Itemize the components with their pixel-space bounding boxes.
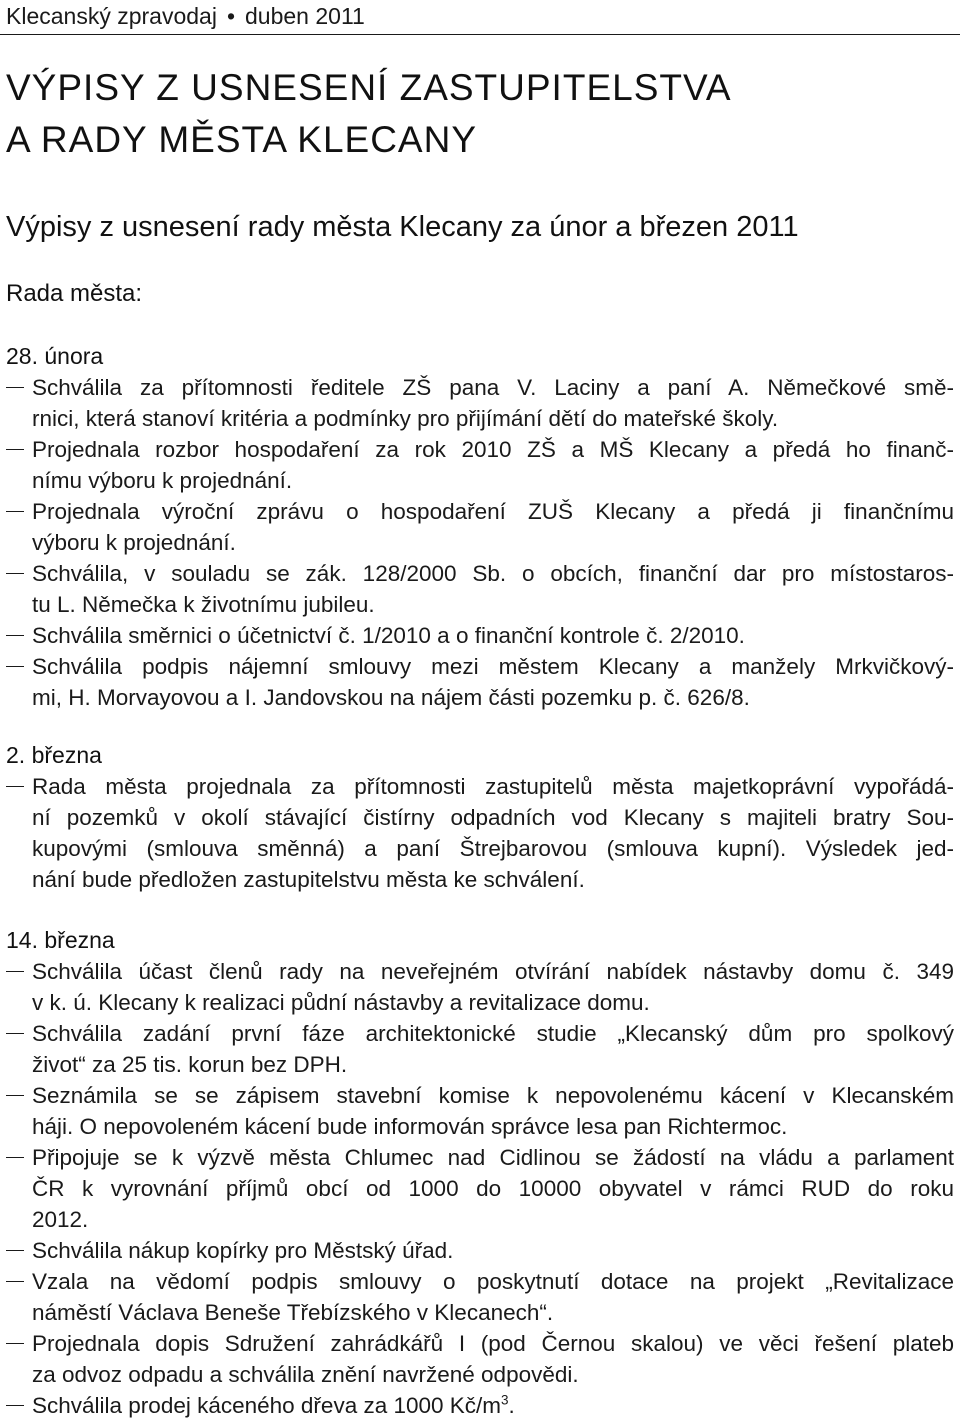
- item-line: Schválila účast členů rady na neveřejném otvírání nabídek nástavby domu č. 349: [32, 959, 954, 984]
- item-line: Projednala dopis Sdružení zahrádkářů I (pod Černou skalou) ve věci řešení plateb: [32, 1331, 954, 1356]
- item-line: Schválila nákup kopírky pro Městský úřad.: [32, 1238, 454, 1263]
- item-line: Seznámila se se zápisem stavební komise k nepovolenému kácení v Klecanském: [32, 1083, 954, 1108]
- list-item: [6, 1266, 954, 1328]
- item-line: Rada města projednala za přítomnosti zastupitelů města majetkoprávní vypořádá-: [32, 774, 954, 799]
- subtitle: Výpisy z usnesení rady města Klecany za únor a březen 2011: [6, 211, 799, 243]
- item-line: tu L. Němečka k životnímu jubileu.: [32, 592, 375, 617]
- title-line-1: VÝPISY Z USNESENÍ ZASTUPITELSTVA: [6, 67, 732, 108]
- issue-date: duben 2011: [245, 3, 365, 29]
- item-line: Schválila, v souladu se zák. 128/2000 Sb. o obcích, finanční dar pro místostaros-: [32, 561, 954, 586]
- list-item: [6, 1390, 954, 1421]
- section-2-march: [6, 740, 954, 895]
- page-title: [6, 62, 946, 166]
- item-line: náměstí Václava Beneše Třebízského v Klecanech“.: [32, 1300, 554, 1325]
- item-line: 2012.: [32, 1207, 89, 1232]
- item-line: [32, 1390, 954, 1421]
- dash-marker: [6, 666, 24, 667]
- dash-marker: [6, 1405, 24, 1406]
- item-line: ČR k vyrovnání příjmů obcí od 1000 do 10000 obyvatel v rámci RUD do roku: [32, 1176, 954, 1201]
- list-item: [6, 1018, 954, 1080]
- resolution-list: [6, 372, 954, 713]
- list-item: [6, 651, 954, 713]
- section-date: 14. března: [6, 927, 115, 953]
- item-line: za odvoz odpadu a schválila znění navržené odpovědi.: [32, 1362, 579, 1387]
- list-item: [6, 558, 954, 620]
- item-line: výboru k projednání.: [32, 530, 236, 555]
- title-line-2: A RADY MĚSTA KLECANY: [6, 119, 478, 160]
- item-line: Vzala na vědomí podpis smlouvy o poskytnutí dotace na projekt „Revitalizace: [32, 1269, 954, 1294]
- superscript-exponent: 3: [501, 1392, 509, 1408]
- list-item: [6, 372, 954, 434]
- item-line: ní pozemků v okolí stávající čistírny odpadních vod Klecany s majiteli bratry Sou-: [32, 805, 954, 830]
- item-line: nímu výboru k projednání.: [32, 468, 293, 493]
- item-line: Schválila podpis nájemní smlouvy mezi městem Klecany a manžely Mrkvičkový-: [32, 654, 954, 679]
- bullet-separator: •: [226, 3, 236, 29]
- dash-marker: [6, 971, 24, 972]
- section-28-february: [6, 341, 954, 713]
- section-14-march: [6, 925, 954, 1421]
- item-line: mi, H. Morvayovou a I. Jandovskou na nájem části pozemku p. č. 626/8.: [32, 685, 750, 710]
- dash-marker: [6, 1343, 24, 1344]
- list-item: [6, 1235, 954, 1266]
- header-rule: [0, 34, 960, 35]
- list-item: [6, 1080, 954, 1142]
- list-item: [6, 434, 954, 496]
- item-line: Připojuje se k výzvě města Chlumec nad Cidlinou se žádostí na vládu a parlament: [32, 1145, 954, 1170]
- council-label: Rada města:: [6, 280, 143, 307]
- running-header: [6, 0, 365, 32]
- item-line: Projednala rozbor hospodaření za rok 2010 ZŠ a MŠ Klecany a předá ho finanč-: [32, 437, 954, 462]
- item-text-end: .: [508, 1393, 515, 1418]
- list-item: [6, 496, 954, 558]
- list-item: [6, 620, 954, 651]
- item-line: kupovými (smlouva směnná) a paní Štrejbarovou (smlouva kupní). Výsledek jed-: [32, 836, 954, 861]
- section-date: 2. března: [6, 742, 102, 768]
- item-line: Projednala výroční zprávu o hospodaření ZUŠ Klecany a předá ji finančnímu: [32, 499, 954, 524]
- dash-marker: [6, 1157, 24, 1158]
- dash-marker: [6, 1250, 24, 1251]
- dash-marker: [6, 786, 24, 787]
- dash-marker: [6, 1095, 24, 1096]
- resolution-list: [6, 771, 954, 895]
- list-item: [6, 956, 954, 1018]
- item-line: Schválila za přítomnosti ředitele ZŠ pana V. Laciny a paní A. Němečkové smě-: [32, 375, 954, 400]
- dash-marker: [6, 511, 24, 512]
- list-item: [6, 771, 954, 895]
- section-date: 28. února: [6, 343, 104, 369]
- resolution-list: [6, 956, 954, 1421]
- publication-name: Klecanský zpravodaj: [6, 3, 217, 29]
- item-line: Schválila zadání první fáze architektonické studie „Klecanský dům pro spolkový: [32, 1021, 954, 1046]
- dash-marker: [6, 1281, 24, 1282]
- dash-marker: [6, 635, 24, 636]
- item-line: rnici, která stanoví kritéria a podmínky pro přijímání dětí do mateřské školy.: [32, 406, 779, 431]
- dash-marker: [6, 573, 24, 574]
- item-line: nání bude předložen zastupitelstvu města ke schválení.: [32, 867, 585, 892]
- dash-marker: [6, 1033, 24, 1034]
- list-item: [6, 1328, 954, 1390]
- list-item: [6, 1142, 954, 1235]
- item-line: háji. O nepovoleném kácení bude informován správce lesa pan Richtermoc.: [32, 1114, 788, 1139]
- item-line: v k. ú. Klecany k realizaci půdní nástavby a revitalizace domu.: [32, 990, 650, 1015]
- dash-marker: [6, 449, 24, 450]
- dash-marker: [6, 387, 24, 388]
- item-line: život“ za 25 tis. korun bez DPH.: [32, 1052, 348, 1077]
- item-text-main: Schválila prodej káceného dřeva za 1000 Kč/m: [32, 1393, 502, 1418]
- item-line: Schválila směrnici o účetnictví č. 1/2010 a o finanční kontrole č. 2/2010.: [32, 623, 745, 648]
